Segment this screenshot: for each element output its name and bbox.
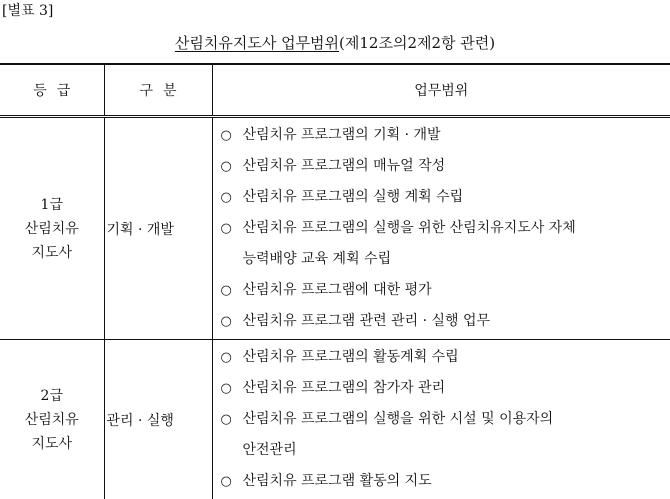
table-header-row — [0, 64, 670, 117]
document-title — [0, 34, 670, 52]
circle-bullet-icon: ○ — [221, 151, 243, 182]
duty-text — [243, 275, 432, 306]
grade-line: 지도사 — [0, 432, 104, 456]
duty-text-line: 산림치유 프로그램의 실행 계획 수립 — [243, 182, 464, 213]
header-type: 구분 — [104, 64, 212, 117]
circle-bullet-icon: ○ — [221, 404, 243, 435]
title-reference: (제12조의2제2항 관련) — [339, 34, 495, 52]
duty-text — [243, 306, 491, 337]
duty-text — [243, 120, 441, 151]
table-row — [0, 117, 670, 340]
duty-item — [221, 120, 670, 151]
duty-text — [243, 151, 446, 182]
duty-text-line: 안전관리 — [243, 435, 554, 466]
circle-bullet-icon: ○ — [221, 373, 243, 404]
duty-item — [221, 275, 670, 306]
duty-text — [243, 182, 464, 213]
duty-item — [221, 342, 670, 373]
duty-item — [221, 373, 670, 404]
grade-line: 산림치유 — [0, 217, 104, 241]
header-grade: 등급 — [0, 64, 104, 117]
grade-cell — [0, 117, 104, 340]
grade-line: 산림치유 — [0, 408, 104, 432]
title-main: 산림치유지도사 업무범위 — [175, 34, 339, 52]
duty-item — [221, 306, 670, 337]
duty-text-line: 산림치유 프로그램의 실행을 위한 산림치유지도사 자체 — [243, 213, 576, 244]
duty-text-line: 산림치유 프로그램 활동의 지도 — [243, 466, 432, 497]
duty-text-line: 능력배양 교육 계획 수립 — [243, 244, 576, 275]
duties-cell — [212, 340, 670, 499]
grade-cell — [0, 340, 104, 499]
circle-bullet-icon: ○ — [221, 466, 243, 497]
duty-item — [221, 404, 670, 466]
scope-table — [0, 63, 670, 499]
grade-line: 1급 — [0, 193, 104, 217]
circle-bullet-icon: ○ — [221, 342, 243, 373]
circle-bullet-icon: ○ — [221, 213, 243, 244]
document-label: [별표 3] — [2, 3, 53, 19]
header-scope: 업무범위 — [212, 64, 670, 117]
type-cell: 관리 · 실행 — [104, 340, 212, 499]
circle-bullet-icon: ○ — [221, 182, 243, 213]
duty-text-line: 산림치유 프로그램의 참가자 관리 — [243, 373, 446, 404]
duty-text — [243, 213, 576, 275]
duties-cell — [212, 117, 670, 340]
duty-text-line: 산림치유 프로그램 관련 관리 · 실행 업무 — [243, 306, 491, 337]
circle-bullet-icon: ○ — [221, 275, 243, 306]
duty-text-line: 산림치유 프로그램의 매뉴얼 작성 — [243, 151, 446, 182]
circle-bullet-icon: ○ — [221, 120, 243, 151]
duty-text-line: 산림치유 프로그램의 실행을 위한 시설 및 이용자의 — [243, 404, 554, 435]
duty-item — [221, 151, 670, 182]
duty-text-line: 산림치유 프로그램의 활동계획 수립 — [243, 342, 459, 373]
circle-bullet-icon: ○ — [221, 306, 243, 337]
duty-item — [221, 182, 670, 213]
table-row — [0, 340, 670, 499]
duty-text — [243, 342, 459, 373]
type-cell: 기획 · 개발 — [104, 117, 212, 340]
duty-item — [221, 213, 670, 275]
grade-line: 지도사 — [0, 241, 104, 265]
grade-line: 2급 — [0, 384, 104, 408]
duty-text — [243, 404, 554, 466]
duty-text-line: 산림치유 프로그램의 기획 · 개발 — [243, 120, 441, 151]
duty-text — [243, 373, 446, 404]
duty-text-line: 산림치유 프로그램에 대한 평가 — [243, 275, 432, 306]
